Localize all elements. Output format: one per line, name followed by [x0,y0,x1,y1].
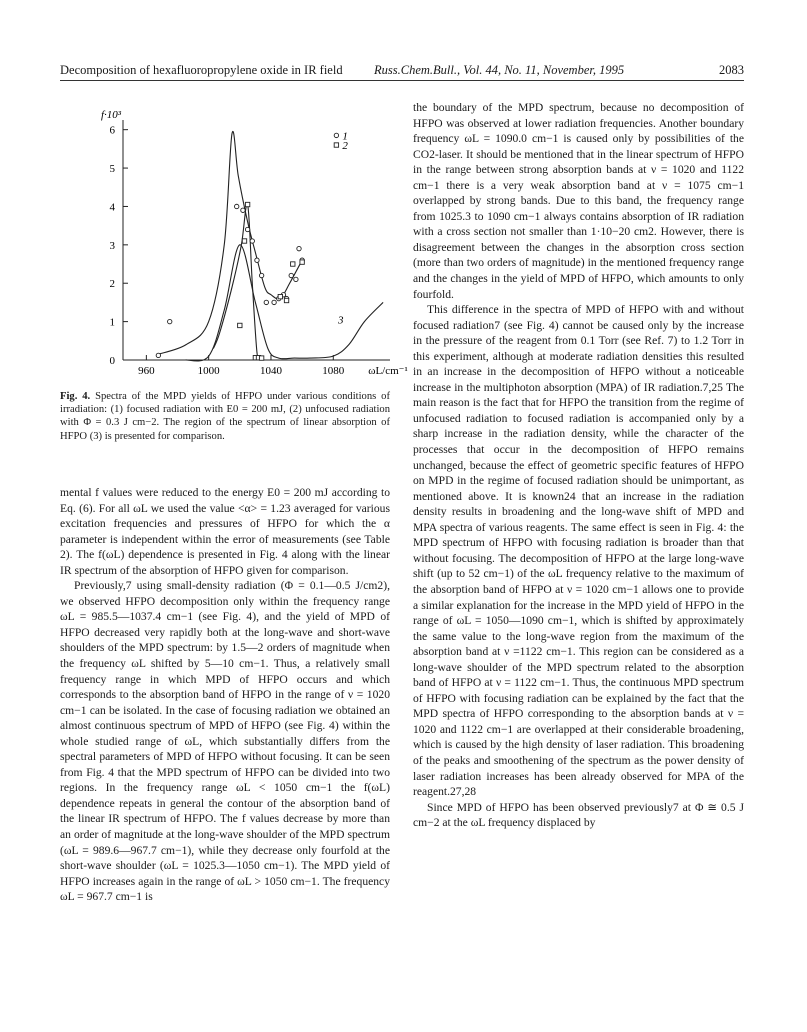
header-rule [60,80,744,81]
paragraph: mental f values were reduced to the energy E0 = 200 mJ according to Eq. (6). For all ωL we used the value <α> = 1.23 averaged for various excitation frequencies and pressures of HFPO for which the α parameter is independent within the error of measurements (see Table 2). The f(ωL) dependence is presented in Fig. 4 along with the linear IR spectrum of the absorption of HFPO given for comparison. [60,486,390,577]
data-point-series-1 [264,300,268,304]
data-point-series-1 [156,353,160,357]
paragraph: the boundary of the MPD spectrum, because no decomposition of HFPO was observed at lower radiation frequencies. Another boundary frequency ωL = 1090.0 cm−1 is caused only by possibilities of the CO2-laser. It should be mentioned that in the linear spectrum of HFPO in the range between strong absorption bands at ν = 1020 and 1122 cm−1 there is a very weak absorption band at ν = 1075 cm−1 overlapped by strong bands. Due to this band, the frequency range from 1025.3 to 1090 cm−1 always contains absorption of IR radiation with a cross section not smaller than 1·10−20 cm2. However, there is disagreement between the changes in the absorption cross section (more than two orders of magnitude) in the mentioned frequency range and the changes in the yield of MPD of HFPO, which amounts to only fourfold. [413,101,744,301]
y-axis-label: f·10³ [100,109,122,121]
y-tick-label: 6 [109,124,115,137]
data-point-series-2 [284,298,288,302]
x-tick-label: 1080 [322,365,345,377]
data-point-series-1 [259,273,263,277]
series-line-curve-2-fit [213,204,260,359]
left-column [60,485,390,905]
paragraph: Previously,7 using small-density radiation (Φ = 0.1—0.5 J/cm2), we observed HFPO decomposition only within the frequency range ωL = 985.5—1037.4 cm−1 (see Fig. 4), and the yield of MPD of HFPO decreased very rapidly both at the long-wave and short-wave shoulders of the MPD spectrum: by 1.5—2 orders of magnitude when the frequency ωL shifted by 5—10 cm−1. Thus, a relatively small frequency range in which MPD of HFPO occurs and which corresponds to the absorption band of HFPO in the range of ν = 1020 cm−1 can be isolated. In the case of focusing radiation we obtained an almost continuous spectrum of MPD of HFPO (see Fig. 4) within the whole studied range of ωL, which substantially differs from the spectral parameters of MPD of HFPO without focusing. It can be seen from Fig. 4 that the MPD spectrum of HFPO can be divided into two regions. In the frequency range ωL < 1050 cm−1 the f(ωL) dependence repeats in general the contour of the absorption band of the linear IR spectrum of HFPO. The f values decrease by more than an order of magnitude at the long-wave shoulder of the MPD spectrum (ωL = 989.6—967.7 cm−1), while they decrease only fourfold at the short-wave shoulder (ωL = 1025.3—1050 cm−1). The MPD yield of HFPO increases again in the range of ωL > 1050 cm−1. The frequency ωL = 967.7 cm−1 is [60,579,390,904]
running-head-journal: Russ.Chem.Bull., Vol. 44, No. 11, November, 1995 [374,63,625,77]
data-point-series-1 [235,204,239,208]
running-head-title: Decomposition of hexafluoropropylene oxide in IR field [60,63,343,77]
legend-label-2: 2 [342,140,348,153]
paragraph: Since MPD of HFPO has been observed previously7 at Φ ≅ 0.5 J cm−2 at the ωL frequency displaced by [413,800,744,830]
x-tick-label: 960 [138,365,155,377]
y-tick-label: 0 [109,355,115,367]
data-point-series-1 [250,239,254,243]
figure-caption-label: Fig. 4. [60,391,91,402]
paragraph: This difference in the spectra of MPD of HFPO with and without focused radiation7 (see Fig. 4) cannot be caused only by the increase in the pressure of the reagent from 0.1 Torr (see Ref. 7) to 1.2 Torr in this experiment, although at moderate radiation densities this resulted in an increase in the decomposition of HFPO without a noticeable increase in the multiphoton absorption (MPA) of IR radiation.7,25 The main reason is the fact that for HFPO the transition from the regime of unfocused radiation to focused radiation is accompanied only by a sharp increase in the radiation density, while the character of the processes that occur in the decomposition of HFPO remains unchanged, because the effect of geometric specific features of HFPO on MPD in the regime of focused radiation should be unimportant, as mentioned above. It is known24 that an increase in the radiation density results in broadening and the long-wave shift of MPD and MPA spectra of various reagents. The same effect is seen in Fig. 4: the MPD spectrum of HFPO with focusing radiation is broader than that without focusing. The decomposition of HFPO at the large long-wave shift (up to 52 cm−1) of the ωL frequency relative to the maximum of the absorption band of HFPO at ν = 1020 cm−1 allows one to provide a similar explanation for the increase in the MPD yield of HFPO in the range of ωL = 1050—1090 cm−1, which is shifted by approximately the same value to the long-wave region from the maximum of the absorption band at ν =1122 cm−1. This region can be considered as a long-wave shoulder of the MPD spectrum related to the absorption band of HFPO at ν = 1122 cm−1. Thus, the continuous MPD spectrum of HFPO with focusing radiation can be explained by the fact that the MPD spectra of HFPO corresponding to the absorption bands at ν = 1020 and 1122 cm−1 are overlapped at their considerable broadening, which is caused by the high density of laser radiation. This broadening of the peaks and smoothening of the spectrum as the power density of laser radiation increases has been already observed for MPA of the reagent.27,28 [413,303,744,799]
data-point-series-2 [278,294,282,298]
y-tick-label: 4 [109,201,115,214]
series-line-curve-1-fit [158,131,302,354]
figure-caption [60,390,390,443]
data-point-series-2 [238,323,242,327]
data-point-series-2 [259,356,263,360]
data-point-series-2 [291,262,295,266]
figure-caption-text: Spectra of the MPD yields of HFPO under various conditions of irradiation: (1) focused radiation with E0 = 200 mJ, (2) unfocused radiation with Φ = 0.3 J cm−2. The region of the spectrum of linear absorption of HFPO (3) is presented for comparison. [60,391,390,442]
x-tick-label: 1040 [259,365,282,377]
data-point-series-1 [294,277,298,281]
data-point-series-1 [289,273,293,277]
y-tick-label: 5 [109,163,115,176]
data-point-series-2 [245,202,249,206]
right-column [413,100,744,831]
y-tick-label: 2 [109,278,115,291]
data-point-series-1 [255,258,259,262]
data-point-series-1 [241,208,245,212]
figure-4 [60,109,408,390]
data-point-series-1 [245,227,249,231]
legend-marker-1 [334,133,338,137]
data-point-series-2 [242,239,246,243]
curve-label-3: 3 [337,314,344,327]
y-tick-label: 3 [109,239,115,252]
page-number: 2083 [719,63,744,77]
y-tick-label: 1 [109,316,115,329]
x-axis-label: ωL/cm⁻¹ [368,365,408,377]
legend-marker-2 [334,143,338,147]
legend-label-1: 1 [342,130,348,143]
data-point-series-1 [168,319,172,323]
spectrum-chart [60,109,408,390]
data-point-series-2 [300,260,304,264]
data-point-series-1 [297,246,301,250]
data-point-series-1 [272,300,276,304]
x-tick-label: 1000 [197,365,220,377]
